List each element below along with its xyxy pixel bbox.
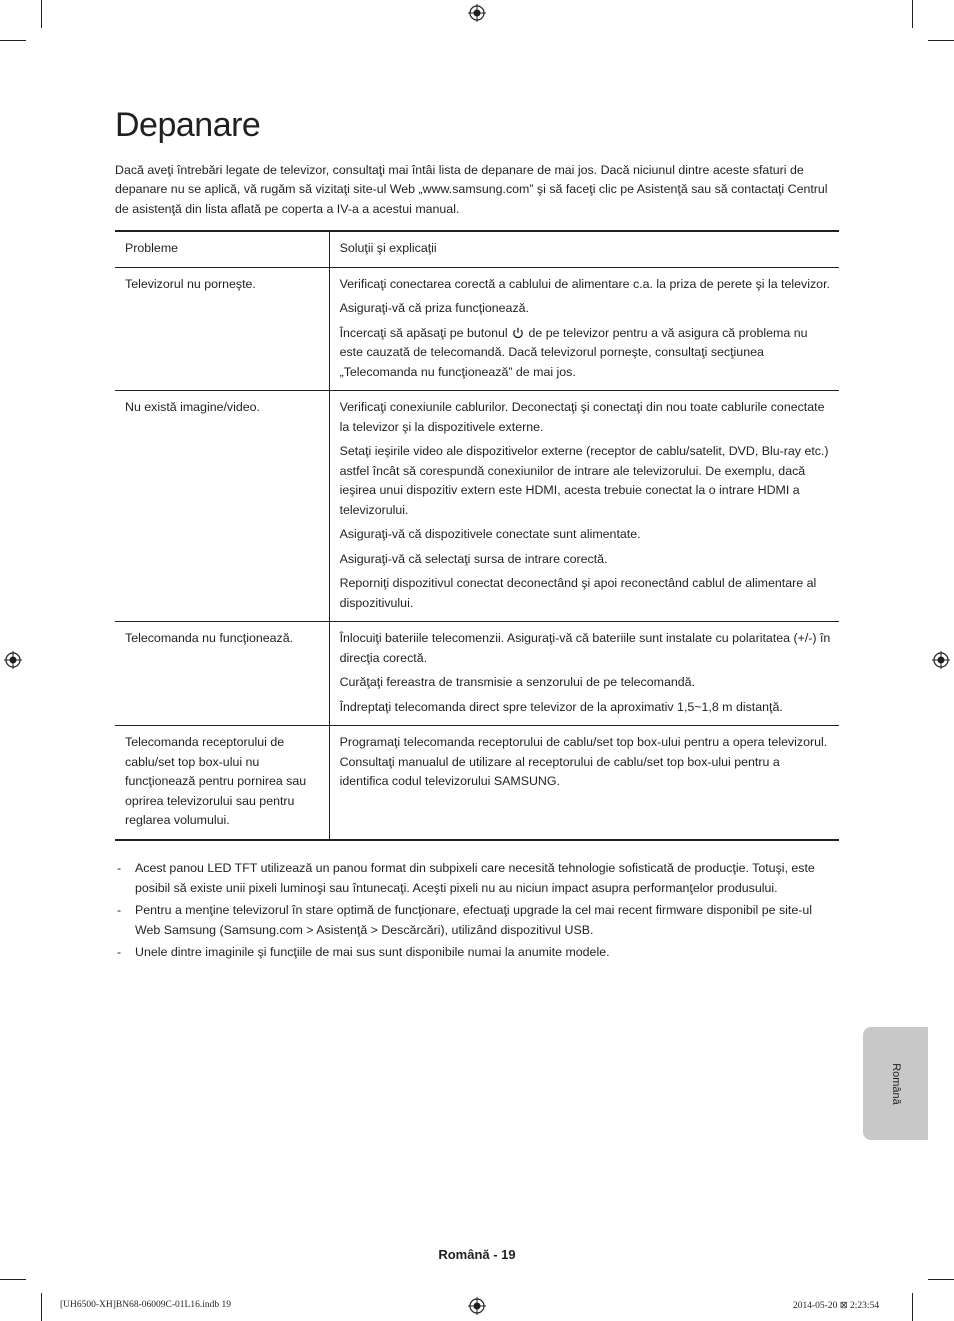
problem-cell: Telecomanda receptorului de cablu/set top box-ului nu funcţionează pentru pornirea sau oprirea televizorului sau pentru reglarea volumului. (115, 726, 329, 840)
registration-mark-icon (468, 1297, 486, 1315)
solution-cell (329, 391, 839, 622)
note-text: Pentru a menţine televizorul în stare optimă de funcţionare, efectuaţi upgrade la cel mai recent firmware disponibil pe site-ul Web Samsung (Samsung.com > Asistenţă > Descărcări), utilizând dispozitivul USB. (135, 903, 813, 937)
solution-text: Reporniţi dispozitivul conectat deconectând şi apoi reconectând cablul de alimentare al dispozitivului. (339, 576, 817, 610)
power-icon (512, 327, 524, 339)
troubleshooting-table (115, 230, 839, 841)
crop-mark-bottom-right-h (928, 1279, 954, 1280)
problem-cell: Televizorul nu porneşte. (115, 267, 329, 391)
notes-list (115, 859, 840, 966)
note-text: Unele dintre imaginile şi funcţiile de mai sus sunt disponibile numai la anumite modele. (135, 945, 610, 959)
table-row (115, 267, 839, 391)
note-bullet: - (117, 903, 122, 917)
solution-cell (329, 622, 839, 726)
note-item (115, 901, 840, 940)
language-side-tab-label: Română (889, 1062, 902, 1105)
solution-text: Îndreptaţi telecomanda direct spre televizor de la aproximativ 1,5~1,8 m distanţă. (339, 699, 783, 714)
crop-mark-bottom-right-v (912, 1293, 913, 1321)
note-item (115, 943, 840, 963)
table-row (115, 391, 839, 622)
language-side-tab (863, 1027, 928, 1140)
solution-text: Programaţi telecomanda receptorului de cablu/set top box-ului pentru a opera televizorul. Consultaţi manualul de utilizare al receptorului de cablu/set top box-ului pentru a identifica codul televizorului SAMSUNG. (339, 735, 828, 788)
header-problems: Probleme (115, 231, 329, 267)
footer-timestamp: 2014-05-20 ⊠ 2:23:54 (793, 1301, 880, 1311)
crop-mark-bottom-left-v (41, 1293, 42, 1321)
crop-mark-bottom-left-h (0, 1279, 26, 1280)
note-bullet: - (117, 945, 122, 959)
page-number: Română - 19 (438, 1247, 516, 1262)
solution-text: Verificaţi conectarea corectă a cablului de alimentare c.a. la priza de perete şi la televizor. (339, 276, 830, 291)
table-header-row (115, 231, 839, 267)
table-row (115, 622, 839, 726)
table-row (115, 726, 839, 840)
page-title: Depanare (115, 106, 261, 144)
solution-text: Asiguraţi-vă că priza funcţionează. (339, 301, 529, 315)
registration-mark-icon (4, 651, 22, 669)
solution-text-before: Încercaţi să apăsaţi pe butonul (339, 325, 512, 340)
note-text: Acest panou LED TFT utilizează un panou format din subpixeli care necesită tehnologie sofisticată de producţie. Totuşi, este posibil să existe unii pixeli luminoşi sau întunecaţi. Aceşti pixeli nu au niciun impact asupra performanţelor produsului. (135, 861, 815, 895)
crop-mark-top-left-v (41, 0, 42, 28)
crop-mark-top-left-h (0, 40, 26, 41)
note-item (115, 859, 840, 898)
intro-paragraph: Dacă aveţi întrebări legate de televizor, consultaţi mai întâi lista de depanare de mai jos. Dacă niciunul dintre aceste sfaturi de depanare nu se aplică, vă rugăm să vizitaţi site-ul Web „www.samsung.com” şi să faceţi clic pe Asistenţă sau să contactaţi Centrul de asistenţă din lista aflată pe coperta a IV-a a acestui manual. (115, 163, 828, 216)
crop-mark-top-right-v (912, 0, 913, 28)
solution-cell (329, 267, 839, 391)
solution-text: Înlocuiţi bateriile telecomenzii. Asiguraţi-vă că bateriile sunt instalate cu polaritatea (+/-) în direcţia corectă. (339, 631, 831, 665)
solution-text-after: de pe televizor pentru a vă asigura că problema nu este cauzată de telecomandă. Dacă televizorul porneşte, consultaţi secţiunea „Telecomanda nu funcţionează” de mai jos. (339, 325, 808, 379)
footer-file-info: [UH6500-XH]BN68-06009C-01L16.indb 19 (60, 1300, 231, 1310)
solution-text: Asiguraţi-vă că selectaţi sursa de intrare corectă. (339, 551, 608, 566)
registration-mark-icon (932, 651, 950, 669)
solution-cell (329, 726, 839, 840)
solution-text: Verificaţi conexiunile cablurilor. Deconectaţi şi conectaţi din nou toate cablurile conectate la televizor şi la dispozitivele externe. (339, 400, 825, 434)
solution-text: Curăţaţi fereastra de transmisie a senzorului de pe telecomandă. (339, 675, 695, 689)
note-bullet: - (117, 861, 122, 875)
crop-mark-top-right-h (928, 40, 954, 41)
header-solutions: Soluţii şi explicaţii (329, 231, 839, 267)
problem-cell: Nu există imagine/video. (115, 391, 329, 622)
registration-mark-icon (468, 4, 486, 22)
solution-text: Setaţi ieşirile video ale dispozitivelor externe (receptor de cablu/satelit, DVD, Blu-ray etc.) astfel încât să corespundă conexiunilor de intrare ale televizorului. De exemplu, dacă ieşirea unui dispozitiv extern este HDMI, acesta trebuie conectat la o intrare HDMI a televizorului. (339, 444, 829, 517)
solution-text: Asiguraţi-vă că dispozitivele conectate sunt alimentate. (339, 527, 641, 541)
solution-text-power (340, 324, 831, 383)
problem-cell: Telecomanda nu funcţionează. (115, 622, 329, 726)
